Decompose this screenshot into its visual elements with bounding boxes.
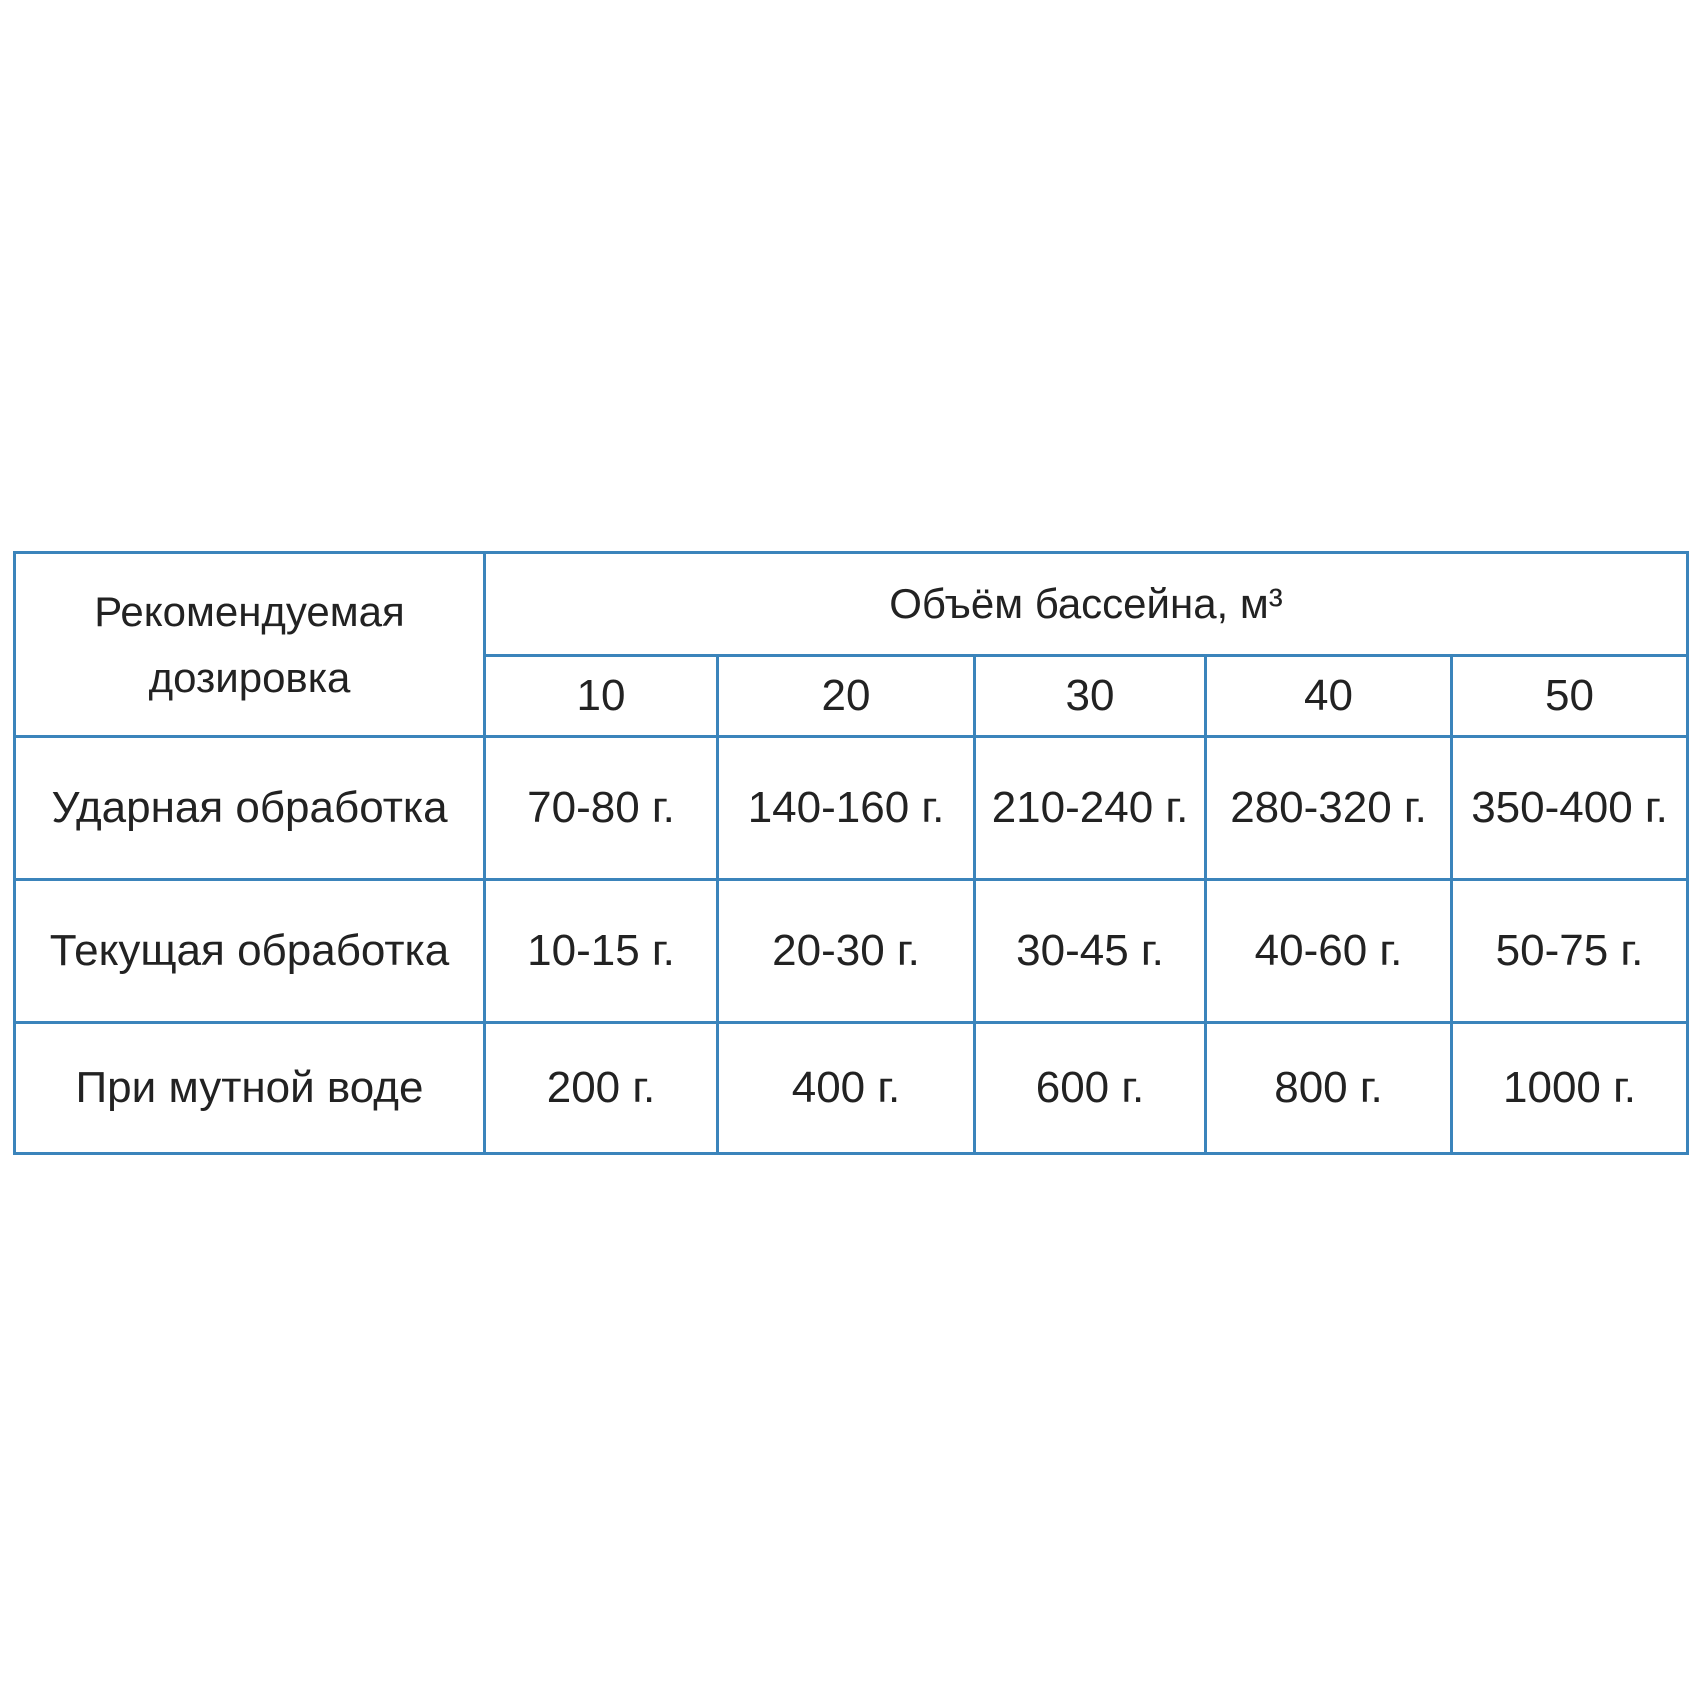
row-label: При мутной воде: [15, 1023, 485, 1154]
pool-volume-header: Объём бассейна, м³: [485, 553, 1688, 656]
dosage-cell: 20-30 г.: [718, 880, 975, 1023]
dosage-cell: 400 г.: [718, 1023, 975, 1154]
row-label: Текущая обработка: [15, 880, 485, 1023]
corner-header-line1: Рекомендуемая: [94, 587, 405, 635]
dosage-table: [13, 551, 1689, 1155]
table-row: [15, 880, 1688, 1023]
dosage-cell: 70-80 г.: [485, 737, 718, 880]
dosage-cell: 10-15 г.: [485, 880, 718, 1023]
corner-header-cell: [15, 553, 485, 737]
volume-header-cell: 50: [1452, 656, 1688, 737]
table-header-row: [15, 553, 1688, 656]
dosage-cell: 280-320 г.: [1206, 737, 1452, 880]
dosage-cell: 210-240 г.: [975, 737, 1206, 880]
volume-header-cell: 40: [1206, 656, 1452, 737]
dosage-cell: 1000 г.: [1452, 1023, 1688, 1154]
dosage-cell: 200 г.: [485, 1023, 718, 1154]
corner-header-line2: дозировка: [148, 653, 351, 701]
dosage-cell: 140-160 г.: [718, 737, 975, 880]
volume-header-cell: 10: [485, 656, 718, 737]
dosage-cell: 30-45 г.: [975, 880, 1206, 1023]
dosage-cell: 600 г.: [975, 1023, 1206, 1154]
row-label: Ударная обработка: [15, 737, 485, 880]
dosage-cell: 50-75 г.: [1452, 880, 1688, 1023]
dosage-cell: 40-60 г.: [1206, 880, 1452, 1023]
table-row: [15, 1023, 1688, 1154]
table-row: [15, 737, 1688, 880]
volume-header-cell: 20: [718, 656, 975, 737]
dosage-cell: 350-400 г.: [1452, 737, 1688, 880]
volume-header-cell: 30: [975, 656, 1206, 737]
dosage-cell: 800 г.: [1206, 1023, 1452, 1154]
